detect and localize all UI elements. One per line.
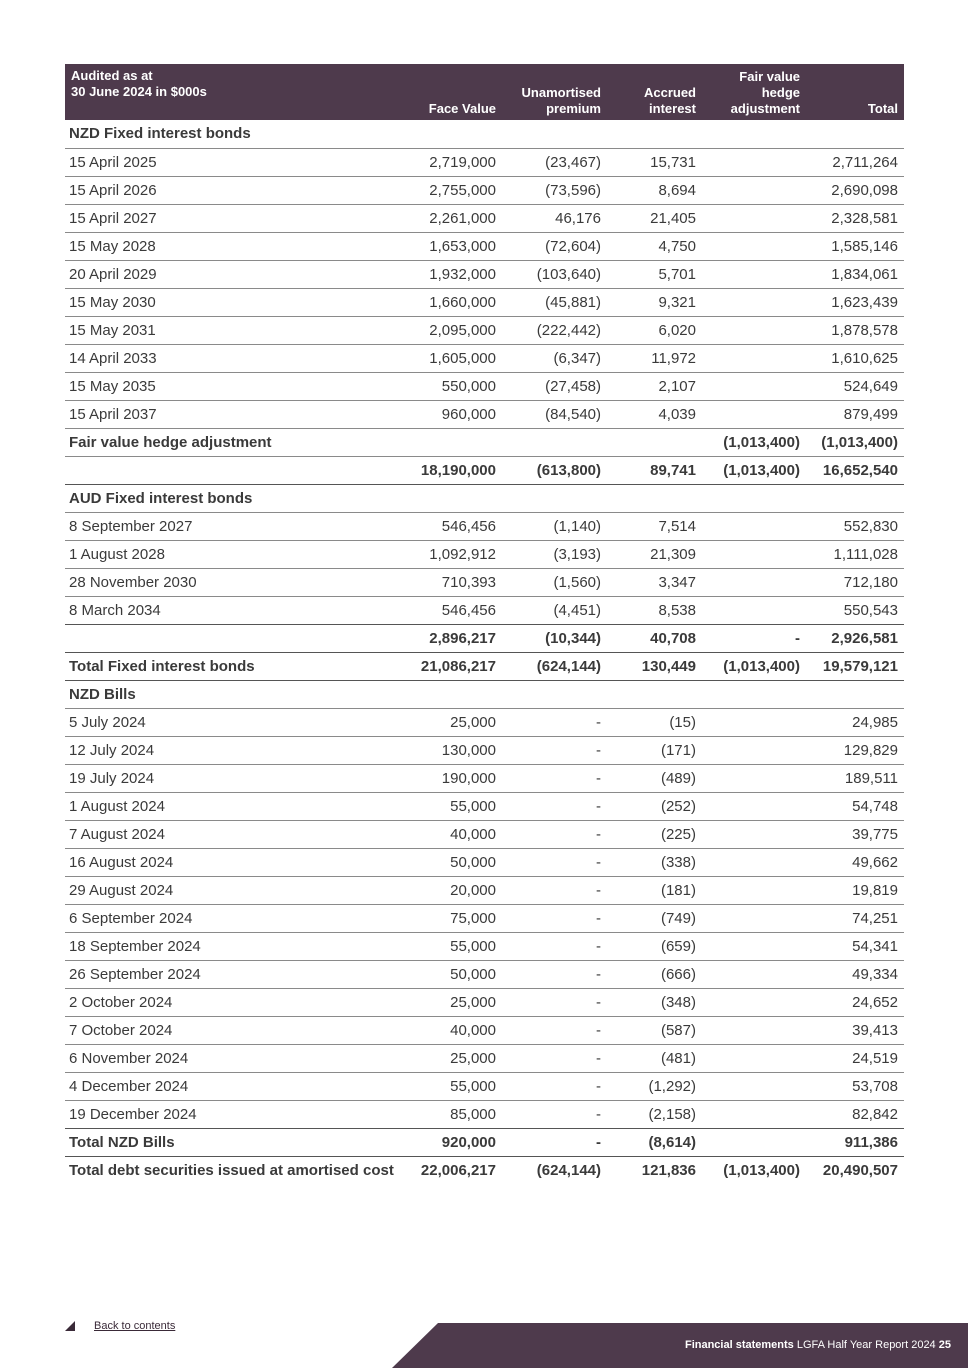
header-fv-line1: Fair value [739,69,800,84]
cell-accrued-interest: 15,731 [607,148,702,176]
cell-total: 49,334 [806,960,904,988]
cell-face-value: 55,000 [405,1072,502,1100]
cell-accrued-interest: 7,514 [607,512,702,540]
cell-fair-value-hedge: (1,013,400) [702,428,806,456]
row-label: 4 December 2024 [65,1072,405,1100]
table-row [65,1072,904,1100]
cell-face-value: 1,932,000 [405,260,502,288]
cell-unamortised-premium: - [502,1072,607,1100]
cell-total: 24,985 [806,708,904,736]
row-label: 15 May 2028 [65,232,405,260]
row-label: 28 November 2030 [65,568,405,596]
cell-fair-value-hedge [702,736,806,764]
cell-accrued-interest: (749) [607,904,702,932]
cell-unamortised-premium: - [502,904,607,932]
cell-total: 1,610,625 [806,344,904,372]
header-total [806,64,904,120]
cell-accrued-interest: 6,020 [607,316,702,344]
table-header-row [65,64,904,120]
row-label: 15 April 2025 [65,148,405,176]
cell-total: 54,341 [806,932,904,960]
row-label: 16 August 2024 [65,848,405,876]
cell-face-value: 2,719,000 [405,148,502,176]
cell-total: 1,111,028 [806,540,904,568]
cell-fair-value-hedge: (1,013,400) [723,1161,800,1179]
cell-total: 2,690,098 [806,176,904,204]
row-label: 20 April 2029 [65,260,405,288]
cell-total: 911,386 [806,1128,904,1156]
section-heading-row [65,120,904,148]
table-row [65,428,904,456]
cell-accrued-interest: 21,405 [607,204,702,232]
cell-accrued-interest: (2,158) [607,1100,702,1128]
cell-face-value: 130,000 [405,736,502,764]
cell-fair-value-hedge [702,1016,806,1044]
grand-total-row [65,1156,904,1184]
cell-fair-value-hedge [702,904,806,932]
table-row [65,568,904,596]
cell-face-value: 1,092,912 [405,540,502,568]
cell-accrued-interest: (181) [607,876,702,904]
table-row [65,904,904,932]
cell-total: 2,711,264 [806,148,904,176]
row-label: 1 August 2028 [65,540,405,568]
cell-unamortised-premium: (1,560) [502,568,607,596]
table-row [65,932,904,960]
cell-unamortised-premium: - [502,960,607,988]
row-label: 18 September 2024 [65,932,405,960]
cell-unamortised-premium: (103,640) [502,260,607,288]
cell-unamortised-premium: - [502,764,607,792]
subtotal-row [65,1128,904,1156]
cell-accrued-interest: 21,309 [607,540,702,568]
cell-total: (1,013,400) [806,428,904,456]
table-row [65,764,904,792]
cell-total: 2,328,581 [806,204,904,232]
cell-unamortised-premium: - [502,932,607,960]
cell-face-value: 546,456 [405,596,502,624]
cell-fair-value-hedge: (1,013,400) [702,456,806,484]
cell-face-value: 20,000 [405,876,502,904]
cell-face-value: 21,086,217 [405,652,502,680]
cell-accrued-interest: (489) [607,764,702,792]
cell-unamortised-premium: - [502,876,607,904]
cell-fair-value-hedge [702,876,806,904]
cell-fair-value-hedge [702,1044,806,1072]
cell-face-value: 50,000 [405,848,502,876]
cell-unamortised-premium: (45,881) [502,288,607,316]
table-row [65,344,904,372]
cell-accrued-interest: (481) [607,1044,702,1072]
row-label: 19 December 2024 [65,1100,405,1128]
cell-face-value: 55,000 [405,792,502,820]
row-label: 1 August 2024 [65,792,405,820]
table-row [65,372,904,400]
subtotal-row [65,456,904,484]
cell-fair-value-hedge [702,792,806,820]
table-row [65,260,904,288]
table-body [65,120,904,1184]
section-heading-row [65,680,904,708]
table-row [65,512,904,540]
row-label: 15 May 2030 [65,288,405,316]
cell-unamortised-premium: - [502,1016,607,1044]
cell-fair-value-hedge [702,400,806,428]
cell-total: 1,623,439 [806,288,904,316]
cell-total: 82,842 [806,1100,904,1128]
cell-accrued-interest: (8,614) [607,1128,702,1156]
table-row [65,400,904,428]
cell-face-value: 960,000 [405,400,502,428]
table-row [65,1016,904,1044]
table-row [65,848,904,876]
cell-fair-value-hedge [702,232,806,260]
cell-unamortised-premium [502,428,607,456]
row-label: 15 May 2035 [65,372,405,400]
row-label: 19 July 2024 [65,764,405,792]
cell-face-value: 2,095,000 [405,316,502,344]
cell-accrued-interest [607,428,702,456]
cell-fair-value-hedge [702,1072,806,1100]
footer-report-title: LGFA Half Year Report 2024 [796,1339,936,1351]
cell-unamortised-premium: - [502,736,607,764]
row-label: 15 April 2026 [65,176,405,204]
table-row [65,1044,904,1072]
header-unamortised-premium [502,64,607,120]
table-row [65,148,904,176]
cell-fair-value-hedge [702,988,806,1016]
cell-unamortised-premium: (624,144) [536,1161,601,1179]
cell-accrued-interest: 8,538 [607,596,702,624]
cell-face-value: 75,000 [405,904,502,932]
debt-securities-table-container [65,64,904,1184]
cell-fair-value-hedge [702,596,806,624]
header-face-value [405,64,502,120]
cell-face-value: 2,896,217 [405,624,502,652]
cell-total: 53,708 [806,1072,904,1100]
subtotal-row [65,652,904,680]
table-row [65,540,904,568]
cell-total: 129,829 [806,736,904,764]
row-label: 6 September 2024 [65,904,405,932]
cell-unamortised-premium: (84,540) [502,400,607,428]
cell-total: 39,413 [806,1016,904,1044]
header-label-line1: Audited as at [71,68,153,83]
cell-fair-value-hedge [702,372,806,400]
row-label: Fair value hedge adjustment [65,428,405,456]
cell-unamortised-premium: (72,604) [502,232,607,260]
cell-accrued-interest: 11,972 [607,344,702,372]
cell-face-value: 40,000 [405,820,502,848]
row-label: Total Fixed interest bonds [65,652,405,680]
table-row [65,708,904,736]
cell-face-value: 18,190,000 [405,456,502,484]
table-row [65,204,904,232]
table-row [65,176,904,204]
row-label: 8 March 2034 [65,596,405,624]
cell-fair-value-hedge [702,848,806,876]
cell-face-value: 22,006,217 [420,1161,496,1179]
cell-total: 19,819 [806,876,904,904]
cell-accrued-interest: 130,449 [607,652,702,680]
cell-fair-value-hedge [702,176,806,204]
section-heading: NZD Fixed interest bonds [65,120,904,148]
section-heading: NZD Bills [65,680,904,708]
cell-fair-value-hedge [702,148,806,176]
table-row [65,820,904,848]
cell-face-value: 2,261,000 [405,204,502,232]
cell-fair-value-hedge [702,960,806,988]
cell-total: 74,251 [806,904,904,932]
cell-fair-value-hedge [702,1128,806,1156]
back-arrow-icon [65,1321,75,1331]
cell-unamortised-premium: (3,193) [502,540,607,568]
row-label: 26 September 2024 [65,960,405,988]
cell-accrued-interest: 4,750 [607,232,702,260]
cell-unamortised-premium: (27,458) [502,372,607,400]
cell-face-value: 1,605,000 [405,344,502,372]
cell-accrued-interest: 5,701 [607,260,702,288]
table-row [65,288,904,316]
table-row [65,232,904,260]
cell-unamortised-premium: (23,467) [502,148,607,176]
header-accrued-line1: Accrued [643,85,696,100]
table-row [65,596,904,624]
table-row [65,988,904,1016]
table-row [65,960,904,988]
row-label [65,456,405,484]
header-period-label [65,64,405,120]
debt-securities-table [65,64,904,1184]
subtotal-row [65,624,904,652]
cell-unamortised-premium: 46,176 [502,204,607,232]
cell-unamortised-premium: (10,344) [502,624,607,652]
cell-total: 54,748 [806,792,904,820]
cell-accrued-interest: (225) [607,820,702,848]
cell-accrued-interest: 3,347 [607,568,702,596]
table-row [65,876,904,904]
table-row [65,792,904,820]
row-label: Total debt securities issued at amortised cost [69,1161,394,1179]
cell-unamortised-premium: (613,800) [502,456,607,484]
cell-face-value: 50,000 [405,960,502,988]
cell-unamortised-premium: - [502,988,607,1016]
cell-face-value: 1,653,000 [405,232,502,260]
cell-total: 16,652,540 [806,456,904,484]
cell-unamortised-premium: - [502,708,607,736]
back-to-contents-link[interactable]: Back to contents [94,1320,176,1332]
row-label: 14 April 2033 [65,344,405,372]
table-row [65,1100,904,1128]
row-label: 7 August 2024 [65,820,405,848]
cell-total: 1,834,061 [806,260,904,288]
cell-accrued-interest: (338) [607,848,702,876]
cell-total: 524,649 [806,372,904,400]
cell-total: 550,543 [806,596,904,624]
cell-unamortised-premium: (222,442) [502,316,607,344]
header-fv-line2: hedge [761,85,800,100]
cell-total: 1,585,146 [806,232,904,260]
row-label: 15 May 2031 [65,316,405,344]
cell-face-value: 190,000 [405,764,502,792]
cell-unamortised-premium: - [502,1044,607,1072]
header-accrued-line2: interest [649,101,696,116]
table-row [65,736,904,764]
row-label: 5 July 2024 [65,708,405,736]
cell-total: 879,499 [806,400,904,428]
cell-accrued-interest: (252) [607,792,702,820]
cell-face-value [405,428,502,456]
cell-face-value: 546,456 [405,512,502,540]
footer-caption [685,1339,951,1351]
cell-unamortised-premium: - [502,792,607,820]
cell-face-value: 710,393 [405,568,502,596]
header-accrued-interest [607,64,702,120]
cell-unamortised-premium: - [502,1128,607,1156]
header-fair-value-hedge-adjustment [702,64,806,120]
cell-accrued-interest: 121,836 [641,1161,696,1179]
header-premium-line1: Unamortised [521,85,601,100]
row-label: 2 October 2024 [65,988,405,1016]
cell-total: 24,519 [806,1044,904,1072]
row-label: 15 April 2027 [65,204,405,232]
row-label: 7 October 2024 [65,1016,405,1044]
cell-total: 712,180 [806,568,904,596]
cell-total: 20,490,507 [822,1161,898,1179]
table-row [65,316,904,344]
cell-total: 189,511 [806,764,904,792]
cell-face-value: 920,000 [405,1128,502,1156]
cell-total: 2,926,581 [806,624,904,652]
footer-section-name: Financial statements [684,1339,794,1351]
cell-unamortised-premium: - [502,1100,607,1128]
row-label [65,624,405,652]
cell-total: 19,579,121 [806,652,904,680]
cell-accrued-interest: (666) [607,960,702,988]
cell-unamortised-premium: (6,347) [502,344,607,372]
cell-total: 39,775 [806,820,904,848]
header-label-line2: 30 June 2024 in $000s [71,84,207,99]
header-face-value-text: Face Value [428,101,496,116]
cell-fair-value-hedge [702,1100,806,1128]
row-label: Total NZD Bills [65,1128,405,1156]
cell-fair-value-hedge: (1,013,400) [702,652,806,680]
cell-face-value: 1,660,000 [405,288,502,316]
cell-accrued-interest: (587) [607,1016,702,1044]
cell-face-value: 550,000 [405,372,502,400]
cell-accrued-interest: 8,694 [607,176,702,204]
cell-fair-value-hedge [702,260,806,288]
cell-accrued-interest: 2,107 [607,372,702,400]
cell-total: 24,652 [806,988,904,1016]
cell-total: 1,878,578 [806,316,904,344]
cell-fair-value-hedge [702,764,806,792]
cell-unamortised-premium: (1,140) [502,512,607,540]
row-label: 6 November 2024 [65,1044,405,1072]
footer-page-number: 25 [938,1339,951,1351]
cell-accrued-interest: 4,039 [607,400,702,428]
row-label: 12 July 2024 [65,736,405,764]
cell-fair-value-hedge [702,820,806,848]
cell-unamortised-premium: - [502,820,607,848]
cell-accrued-interest: (171) [607,736,702,764]
cell-fair-value-hedge [702,932,806,960]
cell-fair-value-hedge [702,540,806,568]
back-to-contents[interactable] [65,1320,175,1332]
section-heading-row [65,484,904,512]
cell-accrued-interest: (15) [607,708,702,736]
cell-face-value: 25,000 [405,988,502,1016]
cell-fair-value-hedge: - [702,624,806,652]
cell-accrued-interest: (659) [607,932,702,960]
cell-unamortised-premium: (624,144) [502,652,607,680]
header-total-text: Total [867,101,898,116]
cell-unamortised-premium: - [502,848,607,876]
cell-face-value: 55,000 [405,932,502,960]
cell-accrued-interest: 40,708 [607,624,702,652]
cell-fair-value-hedge [702,344,806,372]
row-label: 15 April 2037 [65,400,405,428]
section-heading: AUD Fixed interest bonds [65,484,904,512]
cell-unamortised-premium: (73,596) [502,176,607,204]
row-label: 29 August 2024 [65,876,405,904]
cell-accrued-interest: 9,321 [607,288,702,316]
cell-face-value: 25,000 [405,708,502,736]
cell-fair-value-hedge [702,512,806,540]
cell-total: 552,830 [806,512,904,540]
cell-fair-value-hedge [702,316,806,344]
cell-fair-value-hedge [702,288,806,316]
cell-accrued-interest: (1,292) [607,1072,702,1100]
cell-accrued-interest: (348) [607,988,702,1016]
cell-accrued-interest: 89,741 [607,456,702,484]
cell-face-value: 2,755,000 [405,176,502,204]
cell-total: 49,662 [806,848,904,876]
row-label: 8 September 2027 [65,512,405,540]
cell-face-value: 85,000 [405,1100,502,1128]
cell-fair-value-hedge [702,204,806,232]
header-premium-line2: premium [546,101,601,116]
cell-face-value: 25,000 [405,1044,502,1072]
cell-fair-value-hedge [702,568,806,596]
cell-fair-value-hedge [702,708,806,736]
cell-face-value: 40,000 [405,1016,502,1044]
cell-unamortised-premium: (4,451) [502,596,607,624]
header-fv-line3: adjustment [730,101,800,116]
